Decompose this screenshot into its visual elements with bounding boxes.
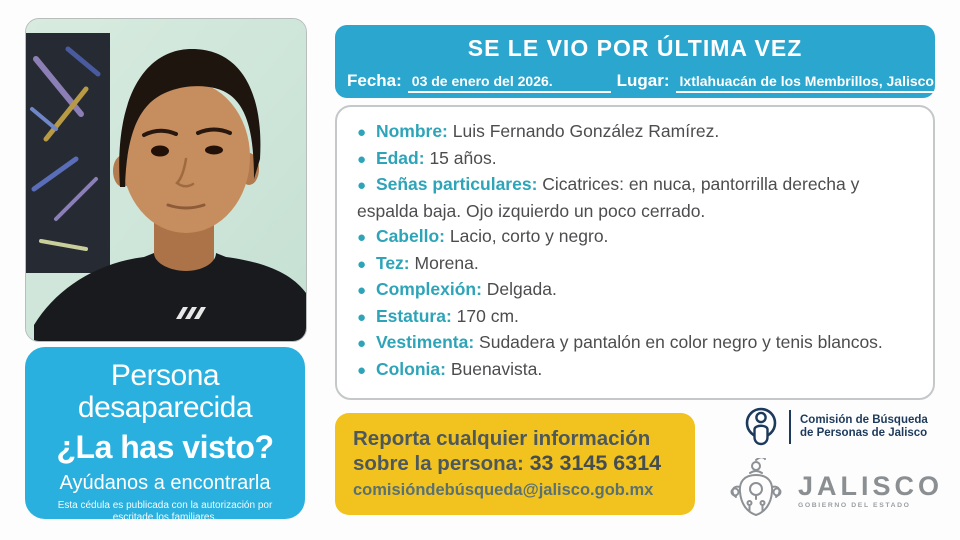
detail-value: Cicatrices: en nuca, pantorrilla derecha y espalda baja. Ojo izquierdo un poco cerrado. bbox=[357, 174, 860, 221]
detail-label: Tez: bbox=[375, 252, 410, 273]
last-seen-header bbox=[335, 25, 938, 98]
detail-row-vestimenta bbox=[357, 330, 913, 357]
detail-value: Sudadera y pantalón en color negro y tenis blancos. bbox=[479, 332, 883, 352]
detail-value: 15 años. bbox=[429, 147, 497, 168]
bullet-dot-icon: ● bbox=[357, 282, 367, 299]
jalisco-logo-text bbox=[798, 472, 943, 509]
detail-value: Morena. bbox=[414, 252, 479, 273]
detail-label: Vestimenta: bbox=[375, 332, 475, 352]
banner-disclaimer: Esta cédula es publicada con la autorización por escritade los familiares. bbox=[57, 500, 273, 523]
report-email: comisióndebúsqueda@jalisco.gob.mx bbox=[353, 481, 654, 499]
detail-row-senas bbox=[357, 172, 913, 224]
bullet-dot-icon: ● bbox=[357, 255, 367, 273]
detail-row-cabello bbox=[357, 224, 913, 251]
bullet-dot-icon: ● bbox=[357, 335, 367, 352]
bullet-dot-icon: ● bbox=[357, 150, 367, 168]
detail-value: Delgada. bbox=[486, 279, 557, 299]
detail-value: Lacio, corto y negro. bbox=[449, 226, 609, 246]
missing-person-banner bbox=[25, 347, 305, 523]
person-in-circle-icon bbox=[742, 406, 782, 448]
bullet-dot-icon: ● bbox=[357, 177, 367, 194]
last-seen-title: SE LE VIO POR ÚLTIMA VEZ bbox=[467, 35, 803, 61]
lugar-label: Lugar: bbox=[616, 71, 670, 90]
lugar-value: Ixtlahuacán de los Membrillos, Jalisco. bbox=[676, 73, 942, 93]
banner-title-line1: Persona bbox=[110, 359, 220, 392]
bullet-dot-icon: ● bbox=[357, 308, 367, 326]
fecha-value: 03 de enero del 2026. bbox=[408, 73, 611, 93]
detail-row-complexion bbox=[357, 277, 913, 304]
comision-line1: Comisión de Búsqueda bbox=[800, 413, 928, 426]
fecha-label: Fecha: bbox=[347, 71, 402, 90]
last-seen-row bbox=[347, 71, 938, 93]
detail-value: Luis Fernando González Ramírez. bbox=[452, 121, 720, 141]
person-details-card bbox=[335, 105, 935, 400]
portrait-illustration bbox=[26, 19, 306, 341]
report-line2-prefix: sobre la persona: bbox=[353, 452, 530, 475]
banner-question: ¿La has visto? bbox=[56, 429, 274, 465]
detail-row-tez bbox=[357, 251, 913, 278]
banner-title-line2: desaparecida bbox=[77, 391, 253, 424]
bullet-dot-icon: ● bbox=[357, 124, 367, 141]
jalisco-coat-of-arms-icon bbox=[726, 458, 786, 522]
logo-divider bbox=[789, 410, 791, 444]
detail-label: Señas particulares: bbox=[375, 174, 538, 194]
report-info-box bbox=[335, 413, 695, 515]
comision-line2: de Personas de Jalisco bbox=[800, 427, 928, 439]
jalisco-subtitle: GOBIERNO DEL ESTADO bbox=[798, 501, 911, 509]
detail-label: Nombre: bbox=[375, 121, 448, 141]
comision-busqueda-logo bbox=[742, 406, 928, 448]
bullet-dot-icon: ● bbox=[357, 229, 367, 246]
banner-subtitle: Ayúdanos a encontrarla bbox=[59, 472, 271, 494]
detail-value: Buenavista. bbox=[450, 358, 543, 379]
detail-label: Complexión: bbox=[375, 279, 482, 299]
report-phone: 33 3145 6314 bbox=[529, 451, 662, 475]
jalisco-government-logo bbox=[726, 458, 943, 522]
wall-painting-icon bbox=[26, 33, 110, 273]
detail-row-nombre bbox=[357, 119, 913, 146]
report-line2 bbox=[353, 451, 677, 476]
comision-logo-text bbox=[800, 414, 928, 441]
missing-person-photo bbox=[25, 18, 307, 342]
detail-label: Estatura: bbox=[375, 305, 452, 326]
detail-row-estatura bbox=[357, 304, 913, 331]
detail-row-edad bbox=[357, 146, 913, 173]
detail-row-colonia bbox=[357, 357, 913, 384]
detail-label: Edad: bbox=[375, 147, 425, 168]
detail-value: 170 cm. bbox=[456, 305, 519, 326]
detail-label: Cabello: bbox=[375, 226, 445, 246]
jalisco-wordmark: JALISCO bbox=[798, 470, 944, 501]
bullet-dot-icon: ● bbox=[357, 361, 367, 379]
detail-label: Colonia: bbox=[375, 358, 446, 379]
report-line1: Reporta cualquier información bbox=[353, 427, 651, 450]
